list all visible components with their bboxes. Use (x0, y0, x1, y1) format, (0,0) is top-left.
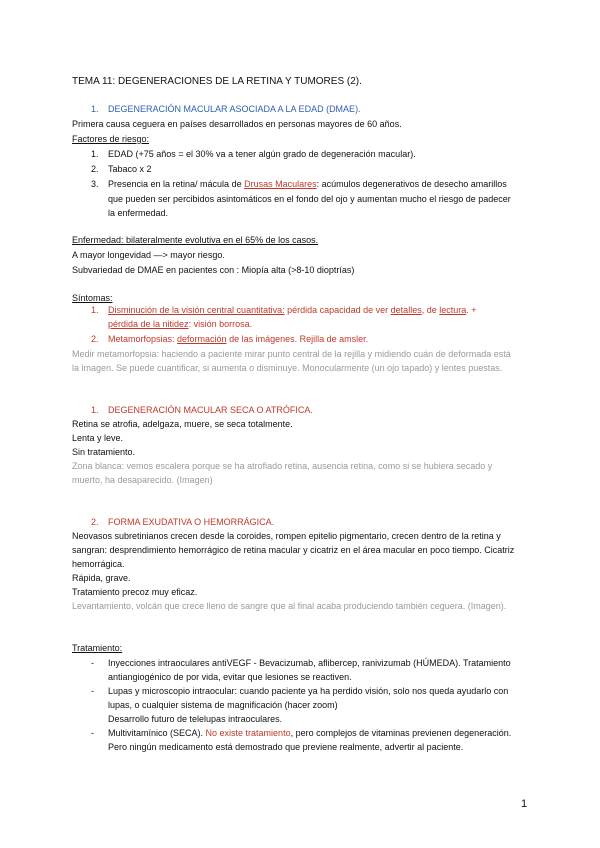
risk-text-continued: que pueden ser percibidos asintomáticos en el fondo del ojo y aumentan mucho el riesgo de padecer (108, 194, 511, 204)
section-dmae-heading: DEGENERACIÓN MACULAR ASOCIADA A LA EDAD (DMAE). (108, 104, 361, 114)
treatment-item-2-continued: Desarrollo futuro de telelupas intraoculares. (108, 714, 283, 724)
page-number: 1 (521, 798, 528, 810)
treatment-item-2-continued: lupas, o cualquier sistema de magnificación (hacer zoom) (108, 700, 338, 710)
exudativa-line: Tratamiento precoz muy eficaz. (72, 587, 198, 597)
symptom-1-e: lectura (439, 305, 467, 315)
exudativa-line: Neovasos subretinianos crecen desde la coroides, rompen epitelio pigmentario, crecen dentro de la retina y (72, 531, 501, 541)
symptom-1-a: Disminución de la visión central cuantitativa: (108, 305, 285, 315)
symptom-2-a: Metamorfopsias: (108, 334, 178, 344)
exudativa-note: Levantamiento, volcán que crece lleno de sangre que al final acaba produciendo también ceguera. (Imagen). (72, 601, 507, 611)
risk-number: 1. (91, 149, 99, 159)
symptom-1-g: pérdida de la nitidez (108, 319, 189, 329)
bullet-dash: - (91, 728, 94, 738)
symptom-1-b: pérdida capacidad de ver (284, 305, 391, 315)
risk-text (108, 178, 507, 190)
treatment-heading: Tratamiento: (72, 643, 123, 653)
seca-note: muerto, ha desaparecido. (Imagen) (72, 475, 213, 485)
symptom-1-continued (108, 318, 252, 330)
treatment-item-1-continued: antiangiogénico de por vida, evitar que lesiones se reactiven. (108, 672, 352, 682)
risk-text-pre: Presencia en la retina/ mácula de (108, 179, 245, 189)
metamorfopsia-note: Medir metamorfopsia: haciendo a paciente mirar punto central de la rejilla y midiendo cuán de deformada está (72, 349, 511, 359)
symptom-number: 1. (91, 305, 99, 315)
symptom-1-f: . + (466, 305, 477, 315)
treatment-item-3-continued: Pero ningún medicamento está demostrado que previene realmente, advertir al paciente. (108, 742, 464, 752)
subtype-line: Subvariedad de DMAE en pacientes con : Miopía alta (>8-10 dioptrías) (72, 265, 355, 275)
symptom-1-h: : visión borrosa. (188, 319, 253, 329)
seca-line: Lenta y leve. (72, 433, 124, 443)
section-dmae-number: 1. (91, 104, 99, 114)
risk-text: EDAD (+75 años = el 30% va a tener algún grado de degeneración macular). (108, 149, 416, 159)
exudativa-line: sangran: desprendimiento hemorrágico de retina macular y cicatriz en el área macular en poco tiempo. Cicatriz (72, 545, 515, 555)
treatment-item-1: Inyecciones intraoculares antiVEGF - Bevacizumab, aflibercep, ranivizumab (HÚMEDA). Tratamiento (108, 658, 511, 668)
risk-number: 2. (91, 164, 99, 174)
bullet-dash: - (91, 658, 94, 668)
treatment-item-2: Lupas y microscopio intraocular: cuando paciente ya ha perdido visión, solo nos queda ayudarlo con (108, 686, 509, 696)
disease-line: Enfermedad: bilateralmente evolutiva en el 65% de los casos. (72, 235, 319, 245)
exudativa-line: hemorrágica. (72, 559, 125, 569)
section-seca-number: 1. (91, 405, 99, 415)
risk-text-continued: la enfermedad. (108, 208, 169, 218)
age-line: A mayor longevidad —> mayor riesgo. (72, 250, 225, 260)
symptom-2 (108, 333, 368, 345)
risk-number: 3. (91, 179, 99, 189)
symptom-2-c: de las imágenes. Rejilla de amsler. (226, 334, 369, 344)
symptom-number: 2. (91, 334, 99, 344)
symptoms-heading: Síntomas: (72, 293, 113, 303)
treatment-item-3 (108, 727, 511, 739)
seca-line: Retina se atrofia, adelgaza, muere, se seca totalmente. (72, 419, 293, 429)
symptom-1-d: , de (421, 305, 440, 315)
symptom-1 (108, 304, 477, 316)
seca-note: Zona blanca: vemos escalera porque se ha atrofiado retina, ausencia retina, como si se hubiera secado y (72, 461, 493, 471)
risk-text-post: : acúmulos degenerativos de desecho amarillos (316, 179, 507, 189)
no-treatment-highlight: No existe tratamiento (205, 728, 291, 738)
section-exudativa-heading: FORMA EXUDATIVA O HEMORRÁGICA. (108, 517, 275, 527)
risk-text: Tabaco x 2 (108, 164, 152, 174)
section-exudativa-number: 2. (91, 517, 99, 527)
exudativa-line: Rápida, grave. (72, 573, 131, 583)
risk-factors-heading: Factores de riesgo: (72, 134, 150, 144)
dmae-intro: Primera causa ceguera en países desarrollados en personas mayores de 60 años. (72, 119, 402, 129)
symptom-2-b: deformación (177, 334, 227, 344)
bullet-dash: - (91, 686, 94, 696)
symptom-1-c: detalles (390, 305, 422, 315)
section-seca-heading: DEGENERACIÓN MACULAR SECA O ATRÓFICA. (108, 405, 313, 415)
metamorfopsia-note: la imagen. Se puede cuantificar, si aumenta o disminuye. Monocularmente (un ojo tapado) y lentes puestas. (72, 363, 503, 373)
seca-line: Sin tratamiento. (72, 447, 136, 457)
drusas-maculares-term: Drusas Maculares (244, 179, 317, 189)
treatment-item-3-post: , pero complejos de vitaminas previenen degeneración. (290, 728, 512, 738)
document-title: TEMA 11: DEGENERACIONES DE LA RETINA Y TUMORES (2). (72, 76, 362, 87)
treatment-item-3-pre: Multivitamínico (SECA). (108, 728, 206, 738)
